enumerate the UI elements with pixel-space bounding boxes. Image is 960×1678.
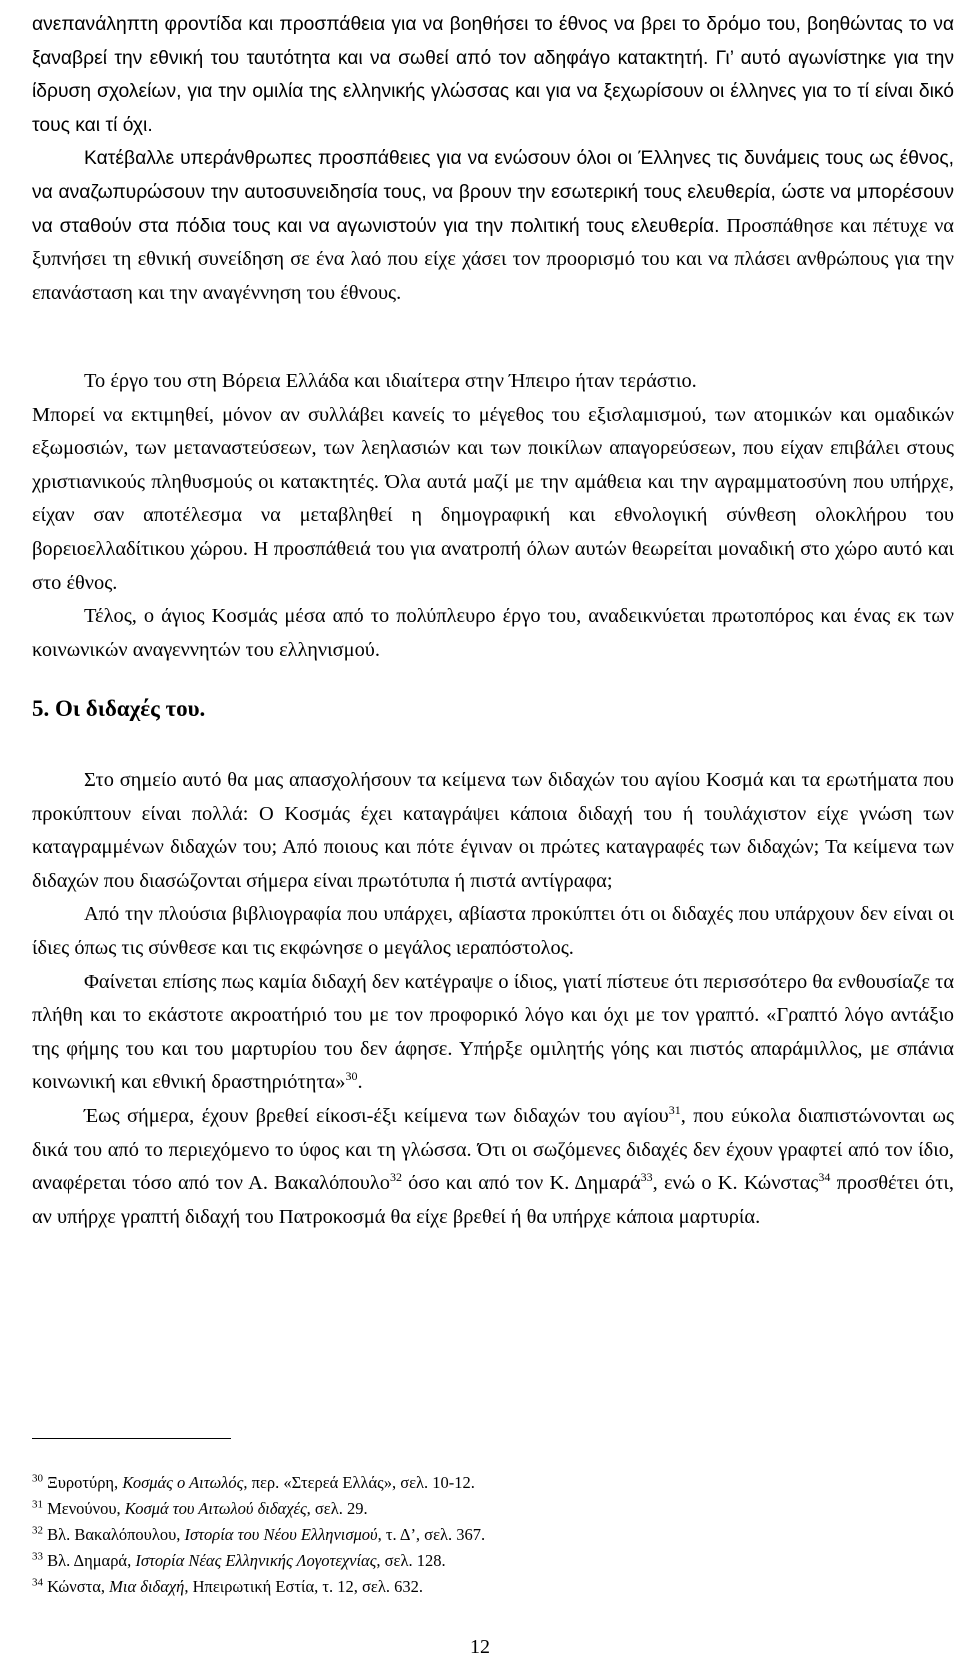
footnote-ref-33[interactable]: 33 bbox=[640, 1170, 653, 1185]
footnote-number: 34 bbox=[32, 1576, 43, 1589]
footnote-author: Βλ. Βακαλόπουλου, bbox=[47, 1525, 185, 1544]
footnote-ref-30[interactable]: 30 bbox=[345, 1069, 358, 1084]
paragraph-8-part-c: όσο και από τον Κ. Δημαρά bbox=[401, 1172, 641, 1195]
footnote-divider bbox=[32, 1438, 231, 1439]
footnote-ref-31[interactable]: 31 bbox=[668, 1103, 681, 1118]
footnote-details: , σελ. 128. bbox=[376, 1551, 446, 1570]
footnote-title: Κοσμά του Αιτωλού διδαχές bbox=[124, 1499, 307, 1518]
paragraph-8 bbox=[32, 1100, 954, 1234]
footnote-details: , σελ. 29. bbox=[306, 1499, 368, 1518]
paragraph-8-part-b: , που εύκολα διαπιστώνονται ως δικά του από το περιεχόμενο το ύφος και τη γλώσσα. Ότι οι σωζόμενες διδαχές δεν έχουν γραφτεί από τον ίδιο, αναφέρεται τόσο από τον Α. Βακαλόπουλο bbox=[32, 1104, 954, 1195]
paragraph-1: ανεπανάληπτη φροντίδα και προσπάθεια για να βοηθήσει το έθνος να βρει το δρόμο του, βοηθώντας το να ξαναβρεί την εθνική του ταυτότητα και να σωθεί από τον αδηφάγο κατακτητή. Γι’ αυτό αγωνίστηκε για την ίδρυση σχολείων, για την ομιλία της ελληνικής γλώσσας και για να ξεχωρίσουν οι έλληνες για το τί είναι δικό τους και τί όχι. bbox=[32, 14, 954, 136]
paragraph-2 bbox=[32, 142, 954, 310]
footnote-title: Μια διδαχή bbox=[109, 1577, 185, 1596]
paragraph-7-text: Φαίνεται επίσης πως καμία διδαχή δεν κατέγραψε ο ίδιος, γιατί πίστευε ότι περισσότερο θα ενθουσίαζε τα πλήθη και το εκάστοτε ακροατήριό του με τον προφορικό λόγο και όχι με τον γραπτό. «Γραπτό λόγο αντάξιο της φήμης του και του μαρτυρίου του δεν άφησε. Υπήρξε ομιλητής γόης και πιστός απαράμιλλος, με σπάνια κοινωνική και εθνική δραστηριότητα» bbox=[32, 970, 954, 1094]
paragraph-7-end: . bbox=[357, 1071, 363, 1094]
footnote-number: 30 bbox=[32, 1472, 43, 1485]
serif-text-block bbox=[32, 365, 954, 667]
footnotes bbox=[32, 1470, 954, 1600]
footnote-33 bbox=[32, 1548, 954, 1574]
paragraph-3b: Μπορεί να εκτιμηθεί, μόνον αν συλλάβει κανείς το μέγεθος του εξισλαμισμού, των ατομικών και ομαδικών εξωμοσιών, των μεταναστεύσεων, των λεηλασιών και των ποικίλων απαγορεύσεων, που είχαν επιβάλει στους χριστιανικούς πληθυσμούς οι κατακτητές. Όλα αυτά μαζί με την αμάθεια και την αγραμματοσύνη που υπήρχε, είχαν σαν αποτέλεσμα να μεταβληθεί η δημογραφική και εθνολογική σύνθεση ολοκλήρου του βορειοελλαδίτικου χώρου. Η προσπάθειά του για ανατροπή όλων αυτών θεωρείται μοναδική στο χώρο αυτό και στο έθνος. bbox=[32, 403, 954, 594]
paragraph-4: Τέλος, ο άγιος Κοσμάς μέσα από το πολύπλευρο έργο του, αναδεικνύεται πρωτοπόρος και ένας εκ των κοινωνικών αναγεννητών του ελληνισμού. bbox=[32, 605, 954, 661]
footnote-title: Κοσμάς ο Αιτωλός bbox=[122, 1473, 244, 1492]
footnote-author: Βλ. Δημαρά, bbox=[47, 1551, 136, 1570]
paragraph-8-part-e: προσθέτει ότι, αν υπήρχε γραπτή διδαχή του Πατροκοσμά θα είχε βρεθεί ή θα υπήρχε κάποια μαρτυρία. bbox=[32, 1172, 955, 1228]
footnote-number: 31 bbox=[32, 1498, 43, 1511]
paragraph-3: Το έργο του στη Βόρεια Ελλάδα και ιδιαίτερα στην Ήπειρο ήταν τεράστιο. bbox=[84, 370, 697, 392]
footnote-ref-34[interactable]: 34 bbox=[818, 1170, 831, 1185]
footnote-number: 33 bbox=[32, 1550, 43, 1563]
paragraph-7 bbox=[32, 966, 954, 1100]
footnote-ref-32[interactable]: 32 bbox=[389, 1170, 402, 1185]
footnote-details: , Ηπειρωτική Εστία, τ. 12, σελ. 632. bbox=[184, 1577, 423, 1596]
paragraph-2-serif: Προσπάθησε και πέτυχε να ξυπνήσει τη εθνική συνείδηση σε ένα λαό που είχε χάσει τον προορισμό του και να πλάσει ανθρώπους για την επανάσταση και την αναγέννηση του έθνους. bbox=[32, 214, 954, 304]
footnote-author: Κώνστα, bbox=[47, 1577, 110, 1596]
paragraph-2-sans: Κατέβαλλε υπεράνθρωπες προσπάθειες για να ενώσουν όλοι οι Έλληνες τις δυνάμεις τους ως έθνος, να αναζωπυρώσουν την αυτοσυνειδησία τους, να βρουν την εσωτερική τους ελευθερία, ώστε να μπορέσουν να σταθούν στα πόδια τους και να αγωνιστούν για την πολιτική τους ελευθερία. bbox=[32, 148, 954, 237]
footnote-author: Ξυροτύρη, bbox=[47, 1473, 123, 1492]
footnote-details: , περ. «Στερεά Ελλάς», σελ. 10-12. bbox=[243, 1473, 475, 1492]
paragraph-8-part-d: , ενώ ο Κ. Κώνστας bbox=[652, 1172, 819, 1195]
paragraph-5: Στο σημείο αυτό θα μας απασχολήσουν τα κείμενα των διδαχών του αγίου Κοσμά και τα ερωτήματα που προκύπτουν είναι πολλά: Ο Κοσμάς έχει καταγράψει κάποια διδαχή του ή τουλάχιστον είχε γνώση των καταγραμμένων διδαχών του; Από ποιους και πότε έγιναν οι πρώτες καταγραφές των διδαχών; Τα κείμενα των διδαχών που διασώζονται σήμερα είναι πρωτότυπα ή πιστά αντίγραφα; bbox=[32, 769, 954, 892]
paragraph-8-part-a: Έως σήμερα, έχουν βρεθεί είκοσι-έξι κείμενα των διδαχών του αγίου bbox=[84, 1104, 669, 1127]
footnote-details: , τ. Δ’, σελ. 367. bbox=[377, 1525, 486, 1544]
footnote-30 bbox=[32, 1470, 954, 1496]
paragraph-6: Από την πλούσια βιβλιογραφία που υπάρχει, αβίαστα προκύπτει ότι οι διδαχές που υπάρχουν δεν είναι οι ίδιες όπως τις σύνθεσε και τις εκφώνησε ο μεγάλος ιεραπόστολος. bbox=[32, 903, 954, 959]
section-body bbox=[32, 764, 954, 1234]
footnote-author: Μενούνου, bbox=[47, 1499, 125, 1518]
sans-text-block bbox=[32, 8, 954, 310]
page-number: 12 bbox=[470, 1636, 490, 1658]
section-heading: 5. Οι διδαχές του. bbox=[32, 696, 206, 721]
footnote-number: 32 bbox=[32, 1524, 43, 1537]
footnote-31 bbox=[32, 1496, 954, 1522]
footnote-title: Ιστορία του Νέου Ελληνισμού bbox=[184, 1525, 378, 1544]
footnote-title: Ιστορία Νέας Ελληνικής Λογοτεχνίας bbox=[135, 1551, 377, 1570]
footnote-32 bbox=[32, 1522, 954, 1548]
footnote-34 bbox=[32, 1574, 954, 1600]
